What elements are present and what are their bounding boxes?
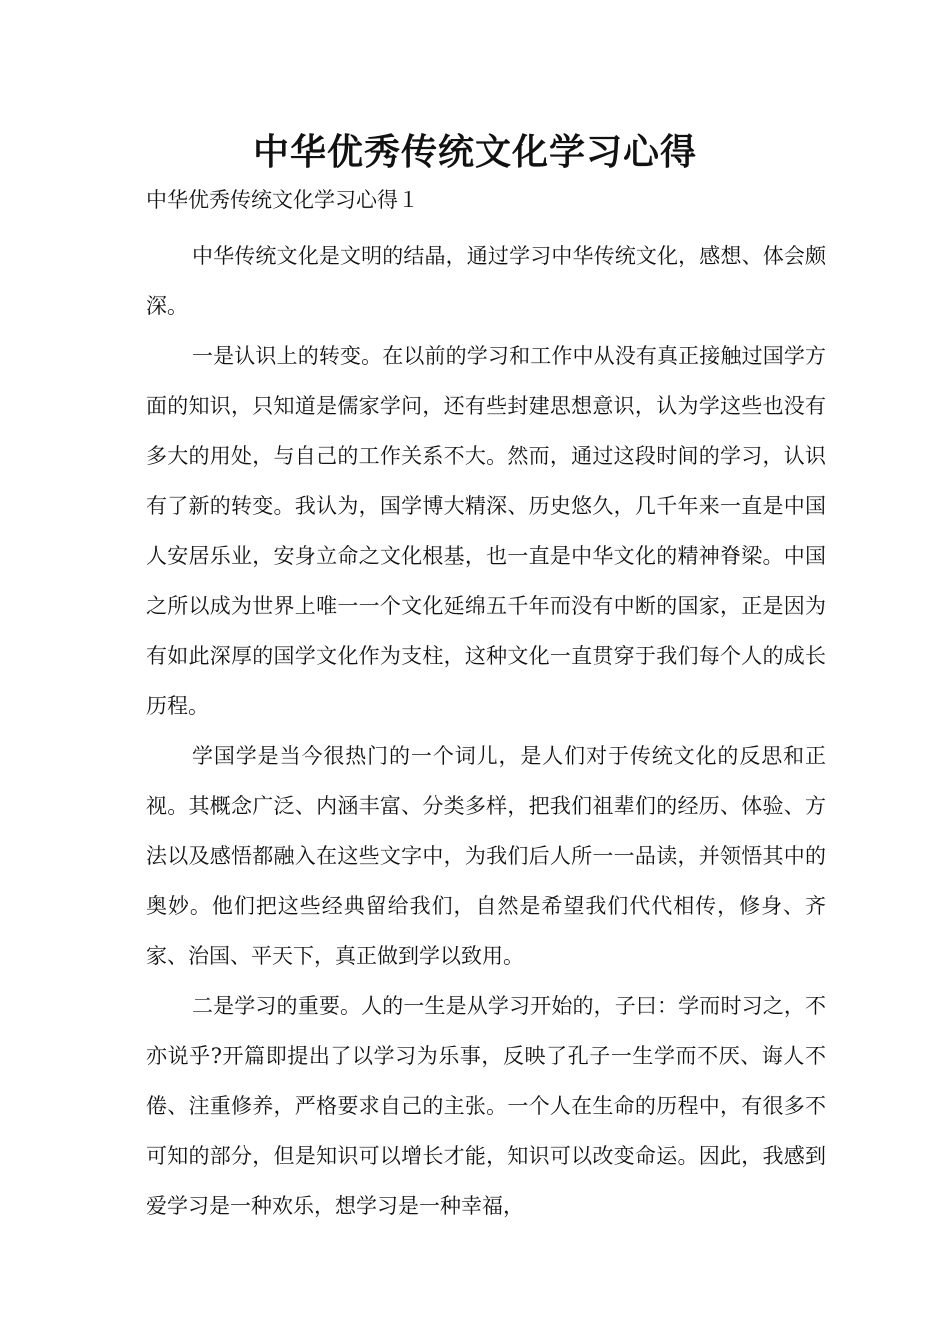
document-subtitle: 中华优秀传统文化学习心得１ [146,188,419,212]
paragraph: 学国学是当今很热门的一个词儿，是人们对于传统文化的反思和正视。其概念广泛、内涵丰富、分类多样，把我们祖辈们的经历、体验、方法以及感悟都融入在这些文字中，为我们后人所一一品读，并领悟其中的奥妙。他们把这些经典留给我们，自然是希望我们代代相传，修身、齐家、治国、平天下，真正做到学以致用。 [146,744,826,968]
paragraph: 中华传统文化是文明的结晶，通过学习中华传统文化，感想、体会颇深。 [146,244,826,318]
paragraph: 二是学习的重要。人的一生是从学习开始的，子曰：学而时习之，不亦说乎?开篇即提出了以学习为乐事，反映了孔子一生学而不厌、诲人不倦、注重修养，严格要求自己的主张。一个人在生命的历程中，有很多不可知的部分，但是知识可以增长才能，知识可以改变命运。因此，我感到爱学习是一种欢乐，想学习是一种幸福， [146,994,826,1218]
paragraph: 一是认识上的转变。在以前的学习和工作中从没有真正接触过国学方面的知识，只知道是儒家学问，还有些封建思想意识，认为学这些也没有多大的用处，与自己的工作关系不大。然而，通过这段时间的学习，认识有了新的转变。我认为，国学博大精深、历史悠久，几千年来一直是中国人安居乐业，安身立命之文化根基，也一直是中华文化的精神脊梁。中国之所以成为世界上唯一一个文化延绵五千年而没有中断的国家，正是因为有如此深厚的国学文化作为支柱，这种文化一直贯穿于我们每个人的成长历程。 [146,344,826,718]
document-title: 中华优秀传统文化学习心得 [252,132,697,173]
document-body [146,231,826,1231]
